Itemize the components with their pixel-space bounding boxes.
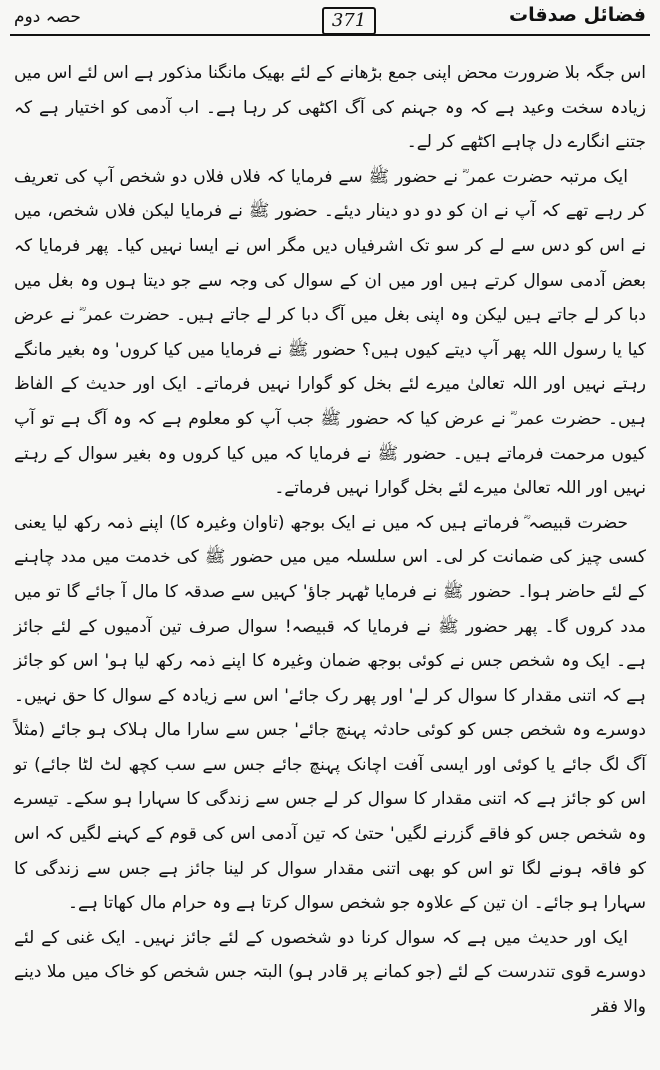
paragraph-1: اس جگہ بلا ضرورت محض اپنی جمع بڑھانے کے لئے بھیک مانگنا مذکور ہے اس لئے اس میں زیادہ سخت وعید ہے کہ وہ جہنم کی آگ اکٹھی کر رہا ہے۔ اب آدمی کو اختیار ہے کہ جتنے انگارے دل چاہے اکٹھے کر لے۔	[14, 63, 646, 153]
page-header	[10, 4, 650, 36]
page-body	[14, 56, 646, 1025]
paragraph-3: حضرت قبیصہ ؓ فرماتے ہیں کہ میں نے ایک بوجھ (تاوان وغیرہ کا) اپنے ذمہ رکھ لیا یعنی کسی چیز کی ضمانت کر لی۔ اس سلسلہ میں میں حضور ﷺ کی خدمت میں مدد چاہنے کے لئے حاضر ہوا۔ حضور ﷺ نے فرمایا ٹھہر جاؤ' کہیں سے صدقہ کا مال آ جائے گا تو میں مدد کروں گا۔ پھر حضور ﷺ نے فرمایا کہ قبیصہ! سوال صرف تین آدمیوں کے لئے جائز ہے۔ ایک وہ شخص جس نے کوئی بوجھ ضمان وغیرہ کا اپنے ذمہ رکھ لیا ہو' اس کو جائز ہے کہ اتنی مقدار کا سوال کر لے' اور پھر رک جائے' اس سے زیادہ کے سوال کا حق نہیں۔ دوسرے وہ شخص جس کو کوئی حادثہ پہنچ جائے' جس سے سارا مال ہلاک ہو جائے (مثلاً آگ لگ جائے یا کوئی اور ایسی آفت اچانک پہنچ جائے جس سے سب کچھ لٹ لٹا جائے) تو اس کو جائز ہے کہ اتنی مقدار کا سوال کر لے جس سے زندگی کا سہارا ہو سکے۔ تیسرے وہ شخص جس کو فاقے گزرنے لگیں' حتیٰ کہ تین آدمی اس کی قوم کے کہنے لگیں کہ اس کو فاقہ ہونے لگا تو اس کو بھی اتنی مقدار سوال کر لینا جائز ہے جس سے زندگی کا سہارا ہو جائے۔ ان تین کے علاوہ جو شخص سوال کرتا ہے وہ حرام مال کھاتا ہے۔	[14, 512, 646, 914]
paragraph-2: ایک مرتبہ حضرت عمر ؓ نے حضور ﷺ سے فرمایا کہ فلاں فلاں دو شخص آپ کی تعریف کر رہے تھے کہ آپ نے ان کو دو دو دینار دیئے۔ حضور ﷺ نے فرمایا لیکن فلاں شخص، میں نے اس کو دس سے لے کر سو تک اشرفیاں دیں مگر اس نے ایسا نہیں کیا۔ پھر فرمایا کہ بعض آدمی سوال کرتے ہیں اور میں ان کے سوال کی وجہ سے جو دیتا ہوں وہ بغل میں دبا کر لے جاتے ہیں لیکن وہ اپنی بغل میں آگ دبا کر لے جاتے ہیں۔ حضرت عمر ؓ نے عرض کیا یا رسول اللہ پھر آپ دیتے کیوں ہیں؟ حضور ﷺ نے فرمایا میں کیا کروں' وہ بغیر مانگے رہتے نہیں اور اللہ تعالیٰ میرے لئے بخل کو گوارا نہیں فرماتے۔ ایک اور حدیث کے الفاظ ہیں۔ حضرت عمر ؓ نے عرض کیا کہ حضور ﷺ جب آپ کو معلوم ہے کہ وہ آگ ہے تو آپ کیوں مرحمت فرماتے ہیں۔ حضور ﷺ نے فرمایا کہ میں کیا کروں وہ بغیر سوال کے رہتے نہیں اور اللہ تعالیٰ میرے لئے بخل گوارا نہیں فرماتے۔	[14, 166, 646, 499]
section-label: حصہ دوم	[14, 7, 81, 27]
page-number: 371	[322, 7, 376, 35]
book-title: فضائل صدقات	[508, 4, 646, 26]
paragraph-4: ایک اور حدیث میں ہے کہ سوال کرنا دو شخصوں کے لئے جائز نہیں۔ ایک غنی کے لئے دوسرے قوی تندرست کے لئے (جو کمانے پر قادر ہو) البتہ جس شخص کو خاک میں ملا دینے والا فقر	[14, 927, 646, 1018]
